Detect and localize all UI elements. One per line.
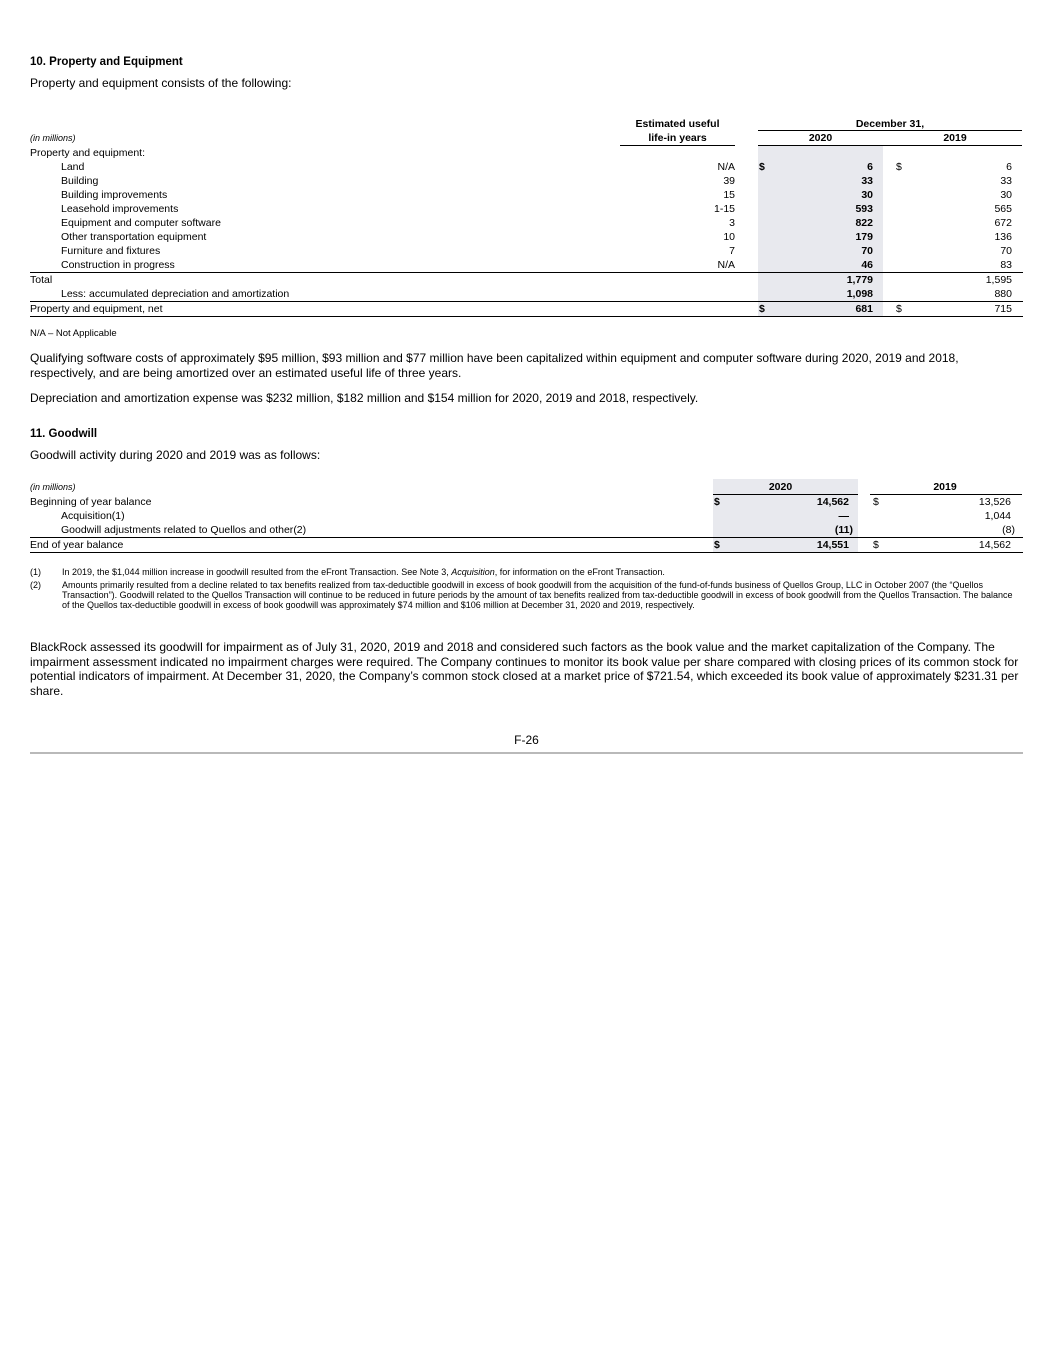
header-2020: 2020 [808,132,833,144]
row-life: 15 [723,189,735,201]
header-2020: 2020 [768,481,793,493]
end-row [30,538,1023,552]
row-label: Construction in progress [61,259,175,271]
na-note: N/A – Not Applicable [30,328,117,339]
row-life: N/A [717,161,735,173]
acquisition-label [61,509,125,523]
row-value-2020: 822 [855,217,873,229]
less-label: Less: accumulated depreciation and amortization [61,288,290,300]
end-value-2019: 14,562 [978,539,1011,551]
footnote-italic-ref: Acquisition [451,567,495,577]
software-costs-paragraph: Qualifying software costs of approximately $95 million, $93 million and $77 million have been capitalized within equipment and computer software during 2020, 2019 and 2018, respectively, and are being amortized over an estimated useful life of three years. [30,351,959,380]
row-life: 3 [729,217,735,229]
less-row [30,287,1023,301]
row-label: Land [61,161,85,173]
total-value-2019: 1,595 [985,274,1012,286]
footnote-text-part: In 2019, the $1,044 million increase in goodwill resulted from the eFront Transaction. See Note 3, [62,567,452,577]
row-life: 7 [729,245,735,257]
table-row [30,244,1023,258]
section-11-intro: Goodwill activity during 2020 and 2019 was as follows: [30,448,321,462]
begin-label: Beginning of year balance [30,496,152,508]
row-value-2019: 83 [1000,259,1012,271]
header-2019: 2019 [933,481,957,493]
section-10-intro: Property and equipment consists of the following: [30,76,292,90]
row-value-2019: 70 [1000,245,1012,257]
adjustments-value-2019: (8) [1002,524,1015,536]
row-label: Equipment and computer software [61,217,221,229]
dollar-sign: $ [873,496,879,508]
table-row [30,188,1023,202]
dollar-sign: $ [873,539,879,551]
adjustments-row [30,523,1023,537]
row-value-2020: 593 [855,203,873,215]
end-label: End of year balance [30,539,124,551]
adjustments-text: Goodwill adjustments related to Quellos and other [61,524,294,536]
less-value-2019: 880 [994,288,1012,300]
row-value-2019: 672 [994,217,1012,229]
total-label: Total [30,274,53,286]
row-value-2019: 565 [994,203,1012,215]
row-value-2019: 136 [994,231,1012,243]
row-label: Building [61,175,99,187]
unit-label: (in millions) [30,133,76,143]
row-value-2020: 179 [855,231,873,243]
net-value-2019: 715 [994,303,1012,315]
footnote-number: (1) [30,567,41,577]
footnote-text [62,567,1020,577]
row-value-2020: 6 [867,161,873,173]
footnote-text: Amounts primarily resulted from a decline related to tax benefits realized from tax-deductible goodwill in excess of book goodwill from the acquisition of the fund-of-funds business of Quellos Group, LLC in October 2007 (the “Quellos Transaction”). Goodwill related to the Quellos Transaction will continue to be reduced in future periods by the amount of tax benefits realized from tax-deductible goodwill in excess of book goodwill from the Quellos Transaction. The balance of the Quellos tax-deductible goodwill in excess of book goodwill was approximately $74 million and $106 million at December 31, 2020 and 2019, respectively. [62,580,1013,610]
page-number: F-26 [514,733,539,747]
header-december-31: December 31, [855,118,925,130]
table-row [30,230,1023,244]
footnote-text-part: , for information on the eFront Transaction. [494,567,665,577]
dollar-sign: $ [714,496,720,508]
acquisition-value-2020: — [838,510,849,522]
group-label: Property and equipment: [30,147,145,159]
dollar-sign: $ [896,161,902,173]
row-value-2020: 30 [861,189,873,201]
header-2019: 2019 [943,132,967,144]
net-label: Property and equipment, net [30,303,163,315]
row-life: N/A [717,259,735,271]
dollar-sign: $ [714,539,720,551]
begin-row [30,495,1023,509]
begin-value-2019: 13,526 [978,496,1011,508]
row-label: Other transportation equipment [61,231,207,243]
total-row [30,273,1023,287]
net-value-2020: 681 [855,303,873,315]
table-row [30,174,1023,188]
footnote-ref-2: (2) [293,524,307,536]
row-value-2020: 46 [861,259,873,271]
begin-value-2020: 14,562 [816,496,849,508]
section-11-heading: 11. Goodwill [30,428,98,440]
net-underline [30,316,1023,317]
acquisition-value-2019: 1,044 [984,510,1011,522]
footnote-ref-1: (1) [111,510,125,522]
row-life: 39 [723,175,735,187]
row-value-2020: 33 [861,175,873,187]
acquisition-row [30,509,1023,523]
table-row [30,202,1023,216]
row-label: Building improvements [61,189,168,201]
table-row [30,258,1023,272]
impairment-paragraph: BlackRock assessed its goodwill for impairment as of July 31, 2020, 2019 and 2018 and considered such factors as the book value and the market capitalization of the Company. The impairment assessment indicated no impairment charges were required. The Company continues to monitor its book value per share compared with closing prices of its common stock for potential indicators of impairment. At December 31, 2020, the Company’s common stock closed at a market price of $721.54, which exceeded its book value of approximately $231.31 per share. [30,640,1019,698]
header-useful-life-2: life-in years [648,132,707,144]
dollar-sign: $ [759,161,765,173]
depreciation-paragraph: Depreciation and amortization expense was $232 million, $182 million and $154 million for 2020, 2019 and 2018, respectively. [30,391,699,405]
acquisition-text: Acquisition [61,510,112,522]
dollar-sign: $ [896,303,902,315]
row-value-2019: 6 [1006,161,1012,173]
unit-label: (in millions) [30,482,76,492]
row-life: 1-15 [713,203,735,215]
net-row [30,302,1023,316]
row-value-2019: 30 [1000,189,1012,201]
total-value-2020: 1,779 [846,274,873,286]
adjustments-value-2020: (11) [834,524,853,536]
row-label: Leasehold improvements [61,203,179,215]
end-value-2020: 14,551 [816,539,849,551]
end-underline [30,552,1023,553]
section-10-heading: 10. Property and Equipment [30,56,183,68]
row-life: 10 [723,231,735,243]
row-value-2019: 33 [1000,175,1012,187]
header-useful-life-1: Estimated useful [635,118,720,130]
row-value-2020: 70 [861,245,873,257]
footer-rule [30,752,1023,754]
footnote-number: (2) [30,580,41,590]
dollar-sign: $ [759,303,765,315]
table-row [30,160,1023,174]
adjustments-label [61,523,306,537]
row-label: Furniture and fixtures [61,245,161,257]
table-row [30,216,1023,230]
less-value-2020: 1,098 [846,288,873,300]
